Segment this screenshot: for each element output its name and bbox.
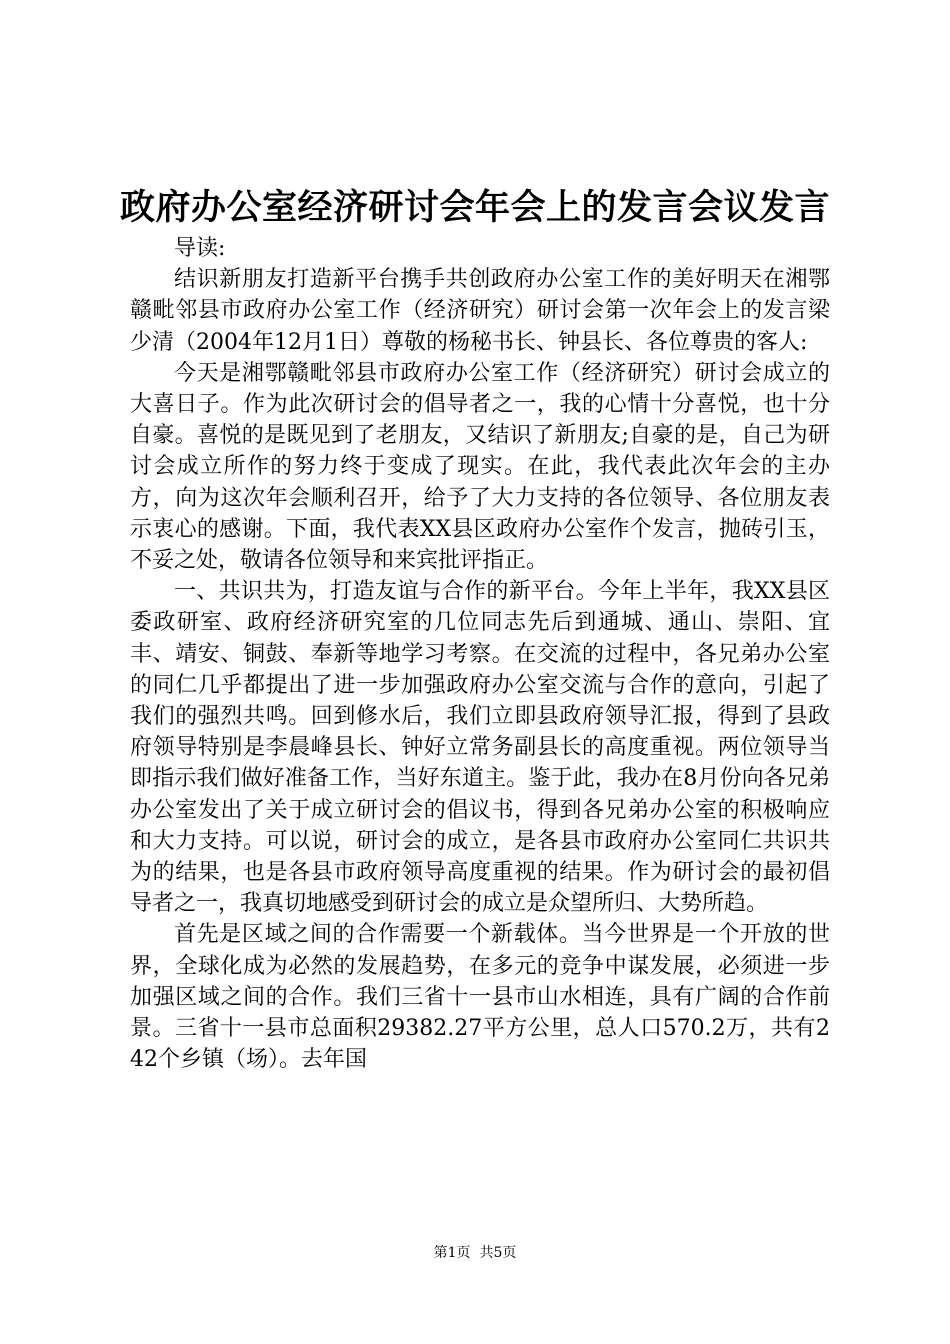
paragraph-greeting: 结识新朋友打造新平台携手共创政府办公室工作的美好明天在湘鄂赣毗邻县市政府办公室工作（经济研究）研讨会第一次年会上的发言梁少清（2004年12月1日）尊敬的杨秘书长、钟县长、各位尊贵的客人:: [130, 267, 830, 355]
paragraph-regional-cooperation: 首先是区域之间的合作需要一个新载体。当今世界是一个开放的世界，全球化成为必然的发展趋势，在多元的竞争中谋发展，必须进一步加强区域之间的合作。我们三省十一县市山水相连，具有广阔的合作前景。三省十一县市总面积29382.27平方公里，总人口570.2万，共有242个乡镇（场）。去年国: [130, 922, 830, 1073]
page-number: 第1页: [433, 1245, 471, 1261]
paragraph-opening: 今天是湘鄂赣毗邻县市政府办公室工作（经济研究）研讨会成立的大喜日子。作为此次研讨会的倡导者之一，我的心情十分喜悦，也十分自豪。喜悦的是既见到了老朋友，又结识了新朋友;自豪的是，自己为研讨会成立所作的努力终于变成了现实。在此，我代表此次年会的主办方，向为这次年会顺利召开，给予了大力支持的各位领导、各位朋友表示衷心的感谢。下面，我代表XX县区政府办公室作个发言，抛砖引玉，不妥之处，敬请各位领导和来宾批评指正。: [130, 360, 830, 574]
document-body: [130, 233, 830, 1075]
paragraph-intro-label: 导读:: [174, 236, 226, 261]
page-total: 共5页: [479, 1245, 517, 1261]
document-title: 政府办公室经济研讨会年会上的发言会议发言: [119, 187, 830, 228]
paragraph-section-one: 一、共识共为，打造友谊与合作的新平台。今年上半年，我XX县区委政研室、政府经济研究室的几位同志先后到通城、通山、崇阳、宜丰、靖安、铜鼓、奉新等地学习考察。在交流的过程中，各兄弟办公室的同仁几乎都提出了进一步加强政府办公室交流与合作的意向，引起了我们的强烈共鸣。回到修水后，我们立即县政府领导汇报，得到了县政府领导特别是李晨峰县长、钟好立常务副县长的高度重视。两位领导当即指示我们做好准备工作，当好东道主。鉴于此，我办在8月份向各兄弟办公室发出了关于成立研讨会的倡议书，得到各兄弟办公室的积极响应和大力支持。可以说，研讨会的成立，是各县市政府办公室同仁共识共为的结果，也是各县市政府领导高度重视的结果。作为研讨会的最初倡导者之一，我真切地感受到研讨会的成立是众望所归、大势所趋。: [130, 579, 830, 917]
page-footer: [0, 1243, 950, 1263]
